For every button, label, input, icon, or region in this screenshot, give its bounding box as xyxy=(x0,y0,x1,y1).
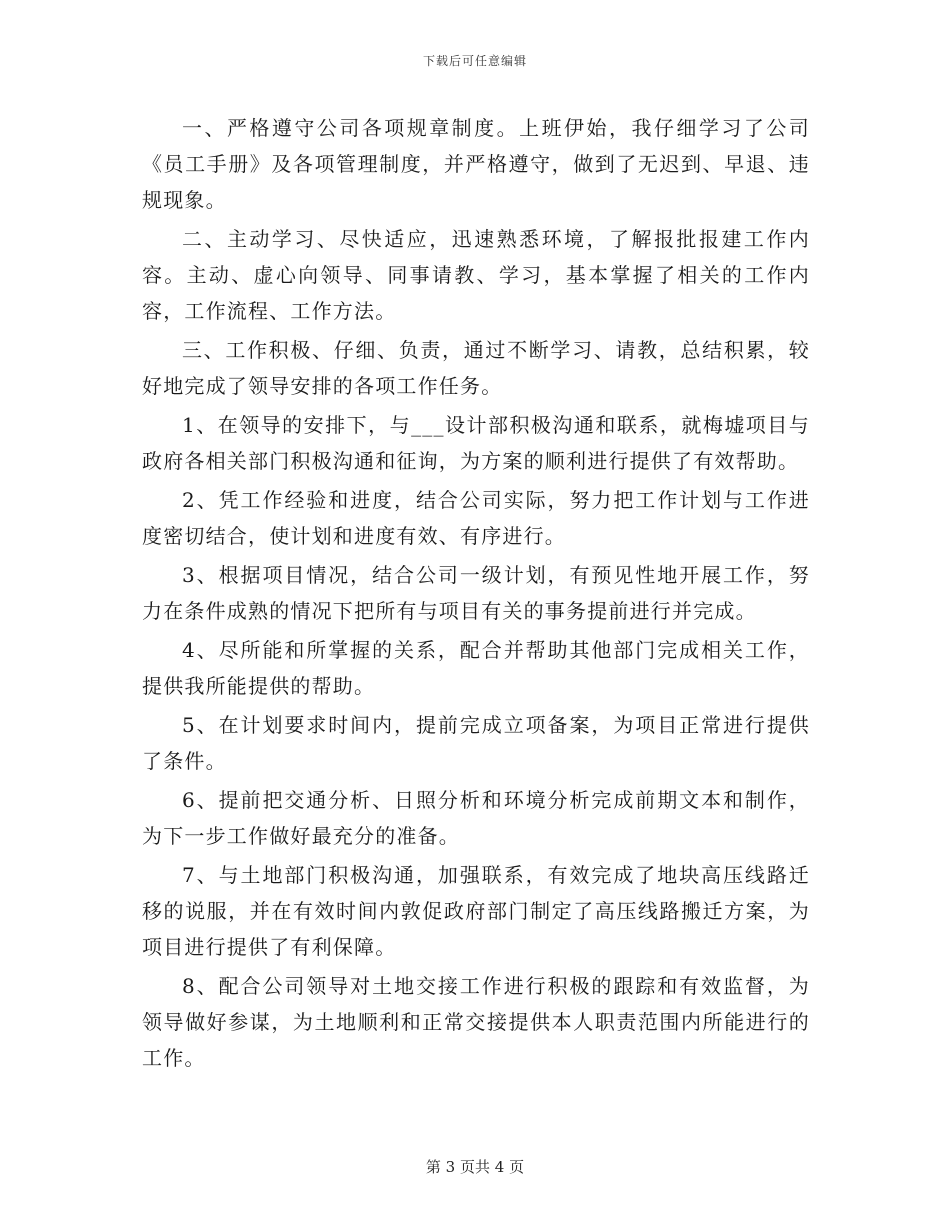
paragraph-6: 3、根据项目情况，结合公司一级计划，有预见性地开展工作，努力在条件成熟的情况下把所有与项目有关的事务提前进行并完成。 xyxy=(142,563,810,623)
page-header: 下载后可任意编辑 xyxy=(422,54,527,68)
paragraph-11: 8、配合公司领导对土地交接工作进行积极的跟踪和有效监督，为领导做好参谋，为土地顺利和正常交接提供本人职责范围内所能进行的工作。 xyxy=(142,974,810,1070)
paragraph-2: 二、主动学习、尽快适应，迅速熟悉环境，了解报批报建工作内容。主动、虚心向领导、同事请教、学习，基本掌握了相关的工作内容，工作流程、工作方法。 xyxy=(142,227,810,323)
paragraph-1: 一、严格遵守公司各项规章制度。上班伊始，我仔细学习了公司《员工手册》及各项管理制度，并严格遵守，做到了无迟到、早退、违规现象。 xyxy=(142,116,810,212)
page-number: 第 3 页共 4 页 xyxy=(425,1158,525,1176)
paragraph-5: 2、凭工作经验和进度，结合公司实际，努力把工作计划与工作进度密切结合，使计划和进度有效、有序进行。 xyxy=(142,488,810,548)
paragraph-8: 5、在计划要求时间内，提前完成立项备案，为项目正常进行提供了条件。 xyxy=(142,713,810,773)
paragraph-9: 6、提前把交通分析、日照分析和环境分析完成前期文本和制作，为下一步工作做好最充分的准备。 xyxy=(142,788,810,848)
paragraph-3: 三、工作积极、仔细、负责，通过不断学习、请教，总结积累，较好地完成了领导安排的各项工作任务。 xyxy=(142,338,810,398)
document-body xyxy=(142,110,810,1079)
paragraph-10: 7、与土地部门积极沟通，加强联系，有效完成了地块高压线路迁移的说服，并在有效时间内敦促政府部门制定了高压线路搬迁方案，为项目进行提供了有利保障。 xyxy=(142,863,810,959)
paragraph-4: 1、在领导的安排下，与___设计部积极沟通和联系，就梅墟项目与政府各相关部门积极沟通和征询，为方案的顺利进行提供了有效帮助。 xyxy=(142,413,810,473)
paragraph-7: 4、尽所能和所掌握的关系，配合并帮助其他部门完成相关工作，提供我所能提供的帮助。 xyxy=(142,638,810,698)
